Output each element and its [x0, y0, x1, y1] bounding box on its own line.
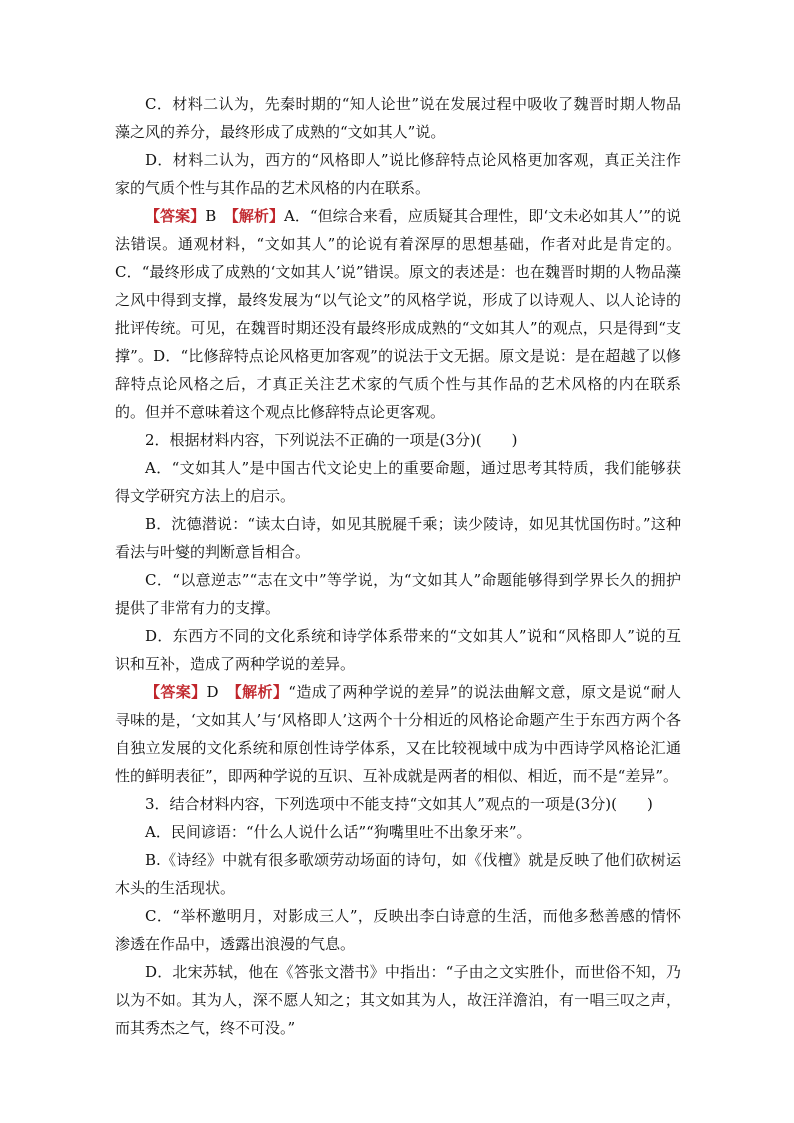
option-c-q1: C．材料二认为，先秦时期的“知人论世”说在发展过程中吸收了魏晋时期人物品藻之风的养分，最终形成了成熟的“文如其人”说。: [115, 95, 681, 141]
option-a-q2: A．“文如其人”是中国古代文论史上的重要命题，通过思考其特质，我们能够获得文学研究方法上的启示。: [115, 459, 681, 505]
option-c-q3: C．“举杯邀明月，对影成三人”，反映出李白诗意的生活，而他多愁善感的情怀渗透在作品中，透露出浪漫的气息。: [115, 907, 681, 953]
option-b-q2: B．沈德潜说：“读太白诗，如见其脱屣千乘；读少陵诗，如见其忧国伤时。”这种看法与叶燮的判断意旨相合。: [115, 515, 681, 561]
answer-tag: 【答案】: [145, 683, 207, 701]
answer-analysis-q1: [115, 202, 681, 426]
analysis-text: A．“但综合来看，应质疑其合理性，即‘文未必如其人’”的说法错误。通观材料，“文如其人”的论说有着深厚的思想基础，作者对此是肯定的。C．“最终形成了成熟的‘文如其人’说”错误。原文的表述是：也在魏晋时期的人物品藻之风中得到支撑，最终发展为“以气论文”的风格学说，形成了以诗观人、以人论诗的批评传统。可见，在魏晋时期还没有最终形成成熟的“文如其人”的观点，只是得到“支撑”。D．“比修辞特点论风格更加客观”的说法于文无据。原文是说：是在超越了以修辞特点论风格之后，才真正关注艺术家的气质个性与其作品的艺术风格的内在联系的。但并不意味着这个观点比修辞特点论更客观。: [115, 207, 681, 421]
question-2: 2．根据材料内容，下列说法不正确的一项是(3分)( ): [145, 431, 518, 449]
analysis-text: “造成了两种学说的差异”的说法曲解文意，原文是说“耐人寻味的是，‘文如其人’与‘风格即人’这两个十分相近的风格论命题产生于东西方两个各自独立发展的文化系统和原创性诗学体系，又在比较视域中成为中西诗学风格论汇通性的鲜明表征”，即两种学说的互识、互补成就是两者的相似、相近，而不是“差异”。: [115, 683, 681, 785]
option-d-q2: D．东西方不同的文化系统和诗学体系带来的“文如其人”说和“风格即人”说的互识和互补，造成了两种学说的差异。: [115, 627, 681, 673]
option-b-q3: B.《诗经》中就有很多歌颂劳动场面的诗句，如《伐檀》就是反映了他们砍树运木头的生活现状。: [115, 851, 681, 897]
analysis-tag: 【解析】: [231, 207, 284, 225]
option-d-q1: D．材料二认为，西方的“风格即人”说比修辞特点论风格更加客观，真正关注作家的气质个性与其作品的艺术风格的内在联系。: [115, 151, 681, 197]
option-d-q3: D．北宋苏轼，他在《答张文潜书》中指出：“子由之文实胜仆，而世俗不知，乃以为不如。其为人，深不愿人知之；其文如其为人，故汪洋澹泊，有一唱三叹之声，而其秀杰之气，终不可没。”: [115, 963, 681, 1037]
question-3: 3．结合材料内容，下列选项中不能支持“文如其人”观点的一项是(3分)( ): [145, 795, 653, 813]
document-body: [115, 90, 681, 1042]
option-c-q2: C．“以意逆志”“志在文中”等学说，为“文如其人”命题能够得到学界长久的拥护提供了非常有力的支撑。: [115, 571, 681, 617]
answer-value: D: [206, 683, 219, 701]
answer-tag: 【答案】: [145, 207, 206, 225]
option-a-q3: A．民间谚语：“什么人说什么话”“狗嘴里吐不出象牙来”。: [145, 823, 532, 841]
answer-value: B: [205, 207, 217, 225]
answer-analysis-q2: [115, 678, 681, 790]
analysis-tag: 【解析】: [234, 683, 289, 701]
